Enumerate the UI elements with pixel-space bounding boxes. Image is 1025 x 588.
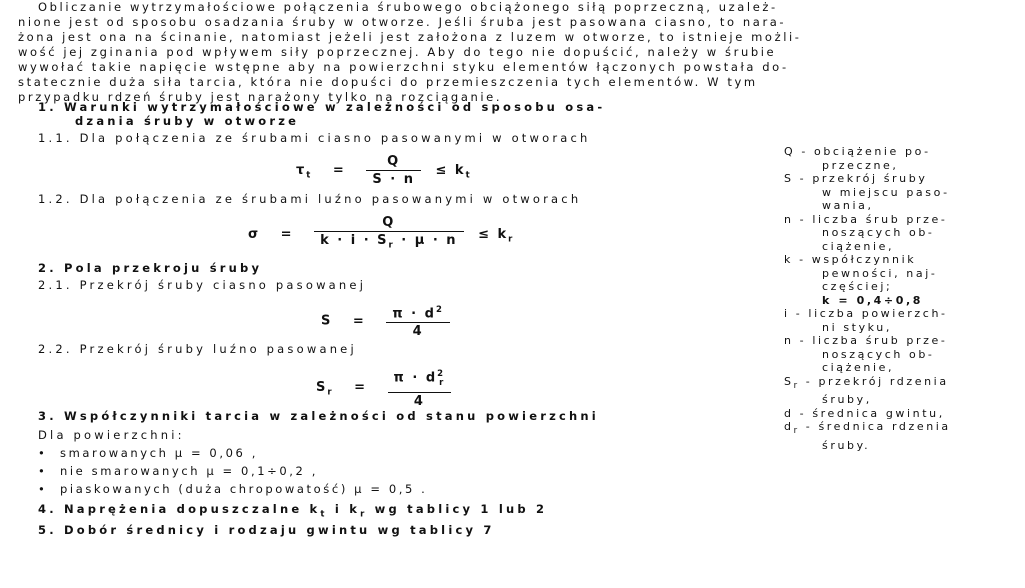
section-5-heading: 5. Dobór średnicy i rodzaju gwintu wg tablicy 7 <box>38 523 495 537</box>
subsection-1-1: 1.1. Dla połączenia ze śrubami ciasno pasowanymi w otworach <box>38 131 591 145</box>
section-4-heading: 4. Naprężenia dopuszczalne $k_t$ i $k_r$ wg tablicy 1 lub 2 <box>38 502 548 520</box>
legend-line: n - liczba śrub prze- <box>784 212 948 226</box>
intro-line: Obliczanie wytrzymałościowe połączenia śrubowego obciążonego siłą poprzeczną, uzależ- <box>38 0 778 14</box>
section-1-heading-cont: dzania śruby w otworze <box>75 114 300 128</box>
legend-line: śruby, <box>822 393 872 407</box>
formula-fraction: $\frac{Q}{S \cdot n}$ <box>366 153 421 188</box>
intro-line: nione jest od sposobu osadzania śruby w otworze. Jeśli śruba jest pasowana ciasno, to nara- <box>18 15 787 29</box>
legend-line: Q - obciążenie po- <box>784 145 931 158</box>
formula-shear: $\tau_t$ = $\frac{Q}{S \cdot n}$ ≤ $k_t$ <box>296 154 472 187</box>
formula-lhs: σ <box>248 226 261 242</box>
legend-line: pewności, naj- <box>822 266 938 280</box>
legend-line: $S_r$ - przekrój rdzenia <box>784 374 949 391</box>
legend-line: S - przekrój śruby <box>784 172 928 185</box>
section-3-heading: 3. Współczynniki tarcia w zależności od stanu powierzchni <box>38 409 599 423</box>
intro-line: przypadku rdzeń śruby jest narażony tylko na rozciąganie. <box>18 90 503 104</box>
intro-paragraph <box>18 0 1013 105</box>
bullet-item: • nie smarowanych μ = 0,1÷0,2 , <box>38 464 318 478</box>
legend-line: częściej; <box>822 280 893 293</box>
legend-line: przeczne, <box>822 158 899 172</box>
intro-line: wość jej zginania pod wpływem siły poprzecznej. Aby do tego nie dopuścić, należy w śrubie <box>18 45 777 59</box>
formula-fraction: $\frac{\pi \cdot d^2_r}{4}$ <box>388 366 452 410</box>
formula-condition: ≤ $k_t$ <box>435 163 472 181</box>
formula-area-tight: S = $\frac{\pi \cdot d^2}{4}$ <box>321 302 450 340</box>
symbols-legend <box>784 145 1019 452</box>
formula-tension: σ = $\frac{Q}{k \cdot i \cdot S_r \cdot \mu \cdot n}$ ≤ $k_r$ <box>248 214 514 255</box>
legend-line: n - liczba śrub prze- <box>784 334 948 347</box>
subsection-2-2: 2.2. Przekrój śruby luźno pasowanej <box>38 342 357 356</box>
section-2-heading: 2. Pola przekroju śruby <box>38 261 263 275</box>
legend-line: wania, <box>822 199 874 212</box>
formula-fraction: $\frac{Q}{k \cdot i \cdot S_r \cdot \mu \cdot n}$ <box>314 214 463 255</box>
formula-fraction: $\frac{\pi \cdot d^2}{4}$ <box>386 302 450 340</box>
legend-line: noszących ob- <box>822 226 935 239</box>
intro-line: żona jest ona na ścinanie, natomiast jeżeli jest założona z luzem w otworze, to istnieje możli- <box>18 30 802 44</box>
legend-line: ciążenie, <box>822 361 895 374</box>
formula-area-loose: $S_r$ = $\frac{\pi \cdot d^2_r}{4}$ <box>316 366 451 410</box>
legend-line: d - średnica gwintu, <box>784 406 945 420</box>
legend-line: $d_r$ - średnica rdzenia <box>784 420 951 437</box>
intro-line: statecznie duża siła tarcia, która nie dopuści do przemieszczenia tych elementów. W tym <box>18 75 758 89</box>
formula-condition: ≤ $k_r$ <box>478 226 515 245</box>
subsection-1-2: 1.2. Dla połączenia ze śrubami luźno pasowanymi w otworach <box>38 192 582 206</box>
formula-lhs: $\tau_t$ <box>296 163 313 181</box>
surface-intro: Dla powierzchni: <box>38 428 185 442</box>
subsection-2-1: 2.1. Przekrój śruby ciasno pasowanej <box>38 278 367 292</box>
legend-line: śruby. <box>822 438 871 452</box>
legend-line: w miejscu paso- <box>822 185 950 199</box>
bullet-item: • smarowanych μ = 0,06 , <box>38 446 258 460</box>
legend-line: ciążenie, <box>822 239 895 253</box>
legend-line: k - współczynnik <box>784 253 917 266</box>
legend-line: k = 0,4÷0,8 <box>822 293 923 307</box>
legend-line: i - liczba powierzch- <box>784 307 948 320</box>
intro-line: wywołać takie napięcie wstępne aby na powierzchni styku elementów łączonych powstała do- <box>18 60 789 74</box>
legend-line: noszących ob- <box>822 347 935 361</box>
legend-line: ni styku, <box>822 320 892 334</box>
bullet-item: • piaskowanych (duża chropowatość) μ = 0,5 . <box>38 482 427 496</box>
section-1-heading: 1. Warunki wytrzymałościowe w zależności od sposobu osa- <box>38 100 606 114</box>
